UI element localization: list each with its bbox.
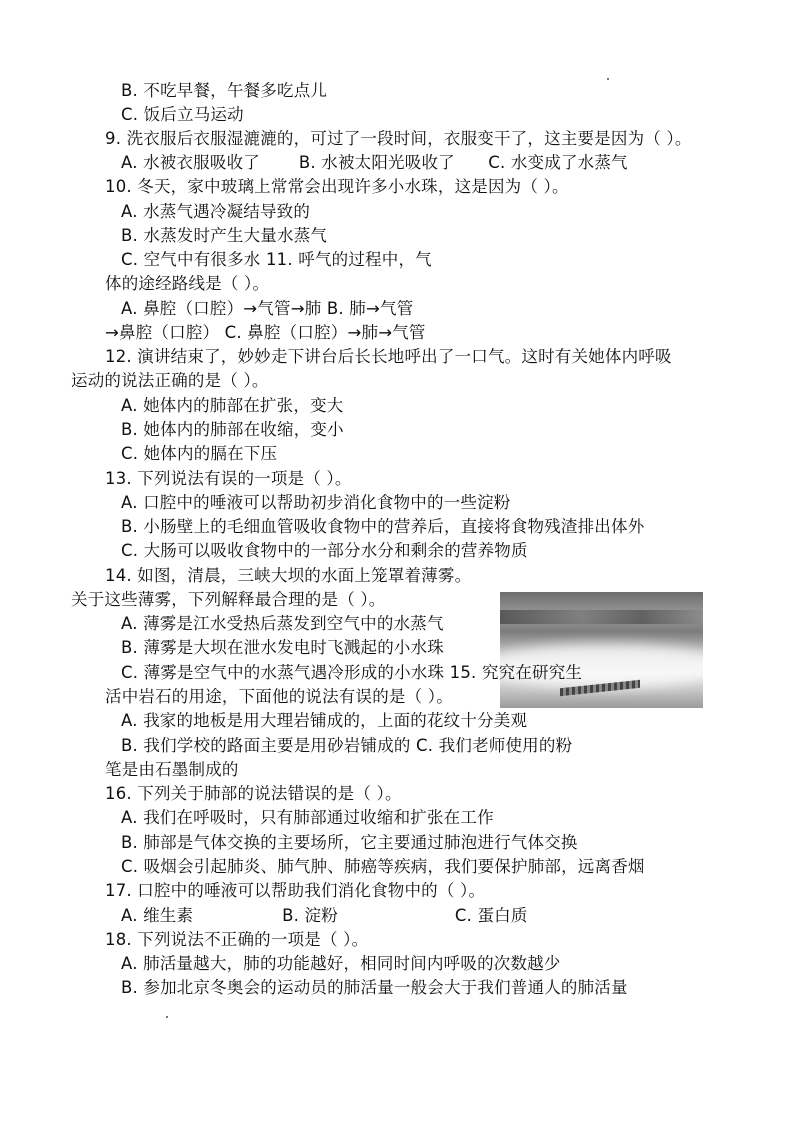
q13-option-a: A. 口腔中的唾液可以帮助初步消化食物中的一些淀粉 <box>121 493 511 512</box>
q10-option-c-q11-stem: C. 空气中有很多水 11. 呼气的过程中，气 <box>121 250 432 269</box>
q16-stem: 16. 下列关于肺部的说法错误的是（ ）。 <box>105 784 402 803</box>
q15-option-c-cont: 笔是由石墨制成的 <box>105 760 239 779</box>
q11-options-2: →鼻腔（口腔） C. 鼻腔（口腔）→肺→气管 <box>105 323 426 342</box>
three-gorges-dam-mist-photo <box>500 592 703 708</box>
q10-stem: 10. 冬天，家中玻璃上常常会出现许多小水珠，这是因为（ ）。 <box>105 177 569 196</box>
q12-option-a: A. 她体内的肺部在扩张，变大 <box>121 396 344 415</box>
q9-stem: 9. 洗衣服后衣服湿漉漉的，可过了一段时间，衣服变干了，这主要是因为（ ）。 <box>105 129 692 148</box>
q9-options: A. 水被衣服吸收了 B. 水被太阳光吸收了 C. 水变成了水蒸气 <box>121 153 628 172</box>
q12-option-c: C. 她体内的膈在下压 <box>121 444 278 463</box>
q15-option-a: A. 我家的地板是用大理岩铺成的，上面的花纹十分美观 <box>121 711 528 730</box>
q15-stem-cont: 活中岩石的用途，下面他的说法有误的是（ ）。 <box>105 687 453 706</box>
q16-option-b: B. 肺部是气体交换的主要场所，它主要通过肺泡进行气体交换 <box>121 833 578 852</box>
q14-option-c-q15-stem: C. 薄雾是空气中的水蒸气遇冷形成的小水珠 15. 究究在研究生 <box>121 663 583 682</box>
q11-stem-cont: 体的途经路线是（ ）。 <box>105 274 270 293</box>
q18-option-a: A. 肺活量越大，肺的功能越好，相同时间内呼吸的次数越少 <box>121 954 561 973</box>
q10-option-b: B. 水蒸发时产生大量水蒸气 <box>121 226 328 245</box>
q14-stem-cont: 关于这些薄雾，下列解释最合理的是（ ）。 <box>71 590 386 609</box>
q13-option-c: C. 大肠可以吸收食物中的一部分水分和剩余的营养物质 <box>121 541 528 560</box>
q11-options-1: A. 鼻腔（口腔）→气管→肺 B. 肺→气管 <box>121 299 414 318</box>
q8-option-b: B. 不吃早餐，午餐多吃点儿 <box>121 81 328 100</box>
q14-option-b: B. 薄雾是大坝在泄水发电时飞溅起的小水珠 <box>121 638 445 657</box>
q14-stem: 14. 如图，清晨，三峡大坝的水面上笼罩着薄雾。 <box>105 566 472 585</box>
q13-option-b: B. 小肠壁上的毛细血管吸收食物中的营养后，直接将食物残渣排出体外 <box>121 517 645 536</box>
q14-option-a: A. 薄雾是江水受热后蒸发到空气中的水蒸气 <box>121 614 444 633</box>
far-shore <box>500 610 703 624</box>
q16-option-c: C. 吸烟会引起肺炎、肺气肿、肺癌等疾病，我们要保护肺部，远离香烟 <box>121 857 645 876</box>
q16-option-a: A. 我们在呼吸时，只有肺部通过收缩和扩张在工作 <box>121 808 494 827</box>
q18-stem: 18. 下列说法不正确的一项是（ ）。 <box>105 930 369 949</box>
q17-options: A. 维生素 B. 淀粉 C. 蛋白质 <box>121 906 528 925</box>
q12-option-b: B. 她体内的肺部在收缩，变小 <box>121 420 344 439</box>
q18-option-b: B. 参加北京冬奥会的运动员的肺活量一般会大于我们普通人的肺活量 <box>121 978 628 997</box>
scan-speck <box>607 78 609 80</box>
q8-option-c: C. 饭后立马运动 <box>121 105 244 124</box>
q12-stem-cont: 运动的说法正确的是（ ）。 <box>71 371 269 390</box>
q15-options-bc: B. 我们学校的路面主要是用砂岩铺成的 C. 我们老师使用的粉 <box>121 736 573 755</box>
q17-stem: 17. 口腔中的唾液可以帮助我们消化食物中的（ ）。 <box>105 881 486 900</box>
scan-speck <box>166 1016 168 1018</box>
q12-stem: 12. 演讲结束了，妙妙走下讲台后长长地呼出了一口气。这时有关她体内呼吸 <box>105 347 672 366</box>
q13-stem: 13. 下列说法有误的一项是（ ）。 <box>105 469 352 488</box>
q10-option-a: A. 水蒸气遇冷凝结导致的 <box>121 202 311 221</box>
